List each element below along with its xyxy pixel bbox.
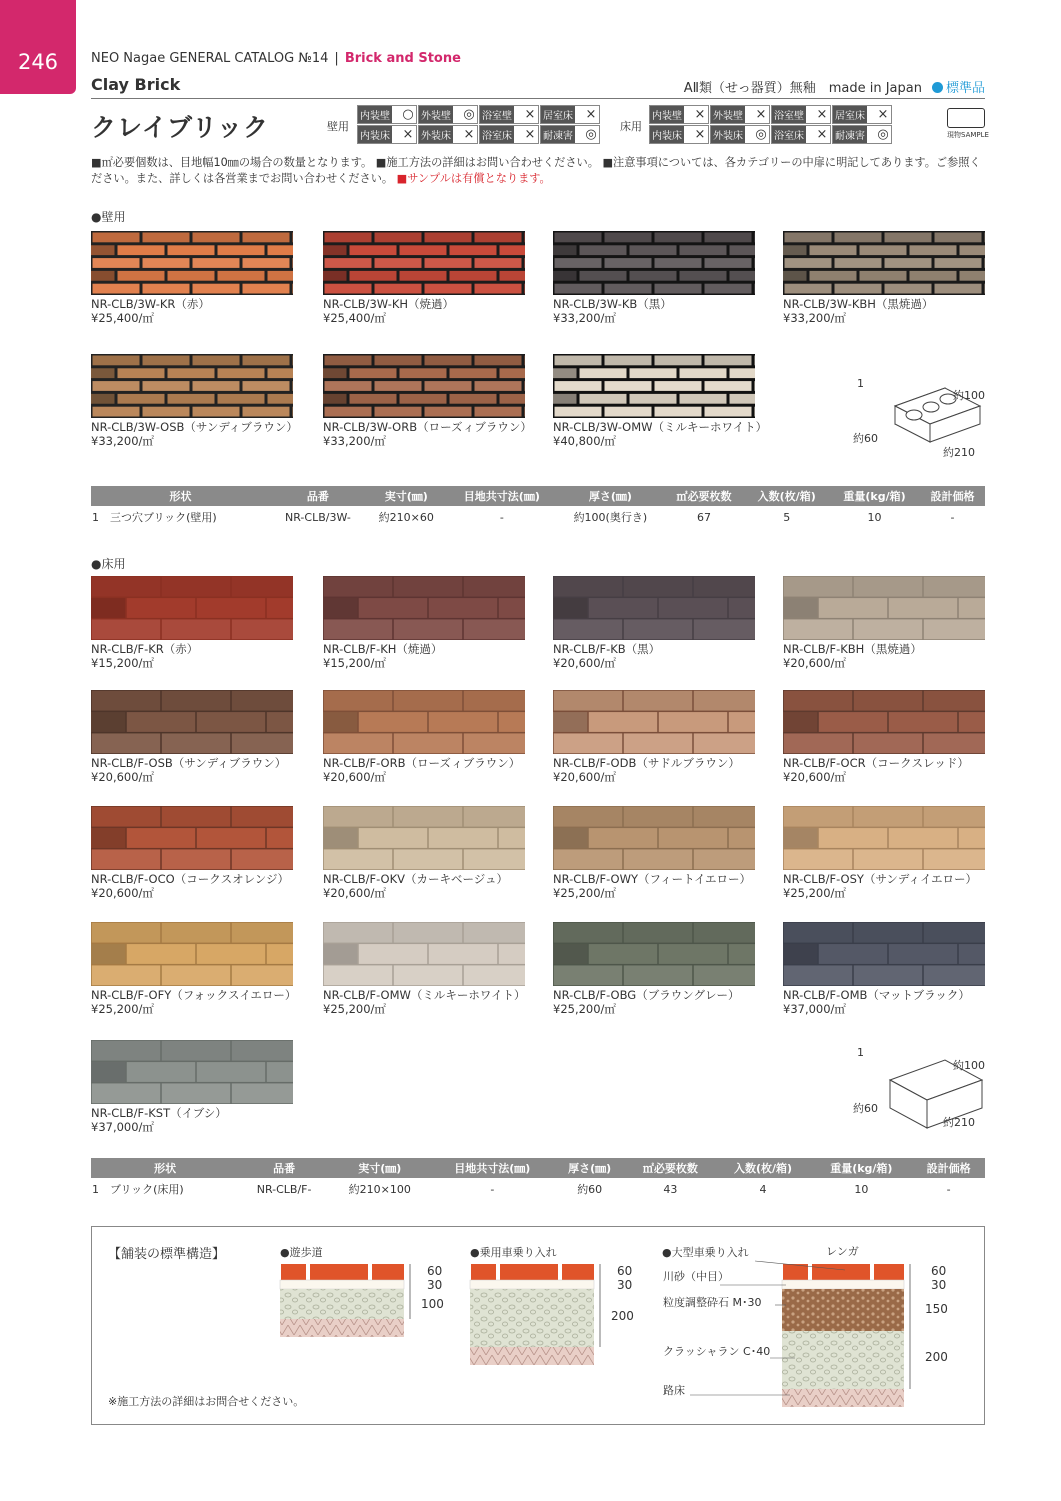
product-price: ¥20,600/㎡ (553, 770, 616, 784)
usage-cell-label: 内装壁 (650, 106, 684, 123)
usage-cell-label: 外装床 (419, 126, 453, 143)
product-caption (783, 297, 933, 325)
product-caption (553, 872, 751, 900)
catalog-name: NEO Nagae GENERAL CATALOG №14 (91, 51, 329, 66)
usage-mark-icon: × (816, 127, 828, 142)
case2-sand-layer (470, 1280, 594, 1289)
usage-cell-label: 浴室床 (772, 126, 806, 143)
label-subgrade: 路床 (663, 1384, 685, 1397)
usage-mark-icon: × (877, 107, 889, 122)
table-header-cell: 厚さ(㎜) (557, 486, 664, 506)
usage-cell-label: 浴室壁 (772, 106, 806, 123)
product-price: ¥25,200/㎡ (323, 1002, 386, 1016)
notes-red: ■サンプルは有償となります。 (396, 172, 551, 185)
usage-mark-icon: × (524, 127, 536, 142)
case2-subgrade-layer (470, 1347, 594, 1365)
floor-brick-number: 1 (857, 1046, 864, 1059)
product-code: NR-CLB/F-ORB（ローズィブラウン） (323, 756, 521, 770)
case1-brick (281, 1264, 306, 1280)
floor-brick-dim-depth: 約100 (953, 1059, 985, 1072)
table-header-cell: 目地共寸法(㎜) (447, 486, 557, 506)
table-cell: 1 ブリック(床用) (92, 1183, 184, 1196)
product-caption (91, 872, 289, 900)
product-code: NR-CLB/3W-OMW（ミルキーホワイト） (553, 420, 768, 434)
wall-usage-cell (540, 105, 600, 124)
product-caption (783, 642, 922, 670)
paving-case-2-diagram (470, 1264, 600, 1365)
product-price: ¥37,000/㎡ (783, 1002, 846, 1016)
table-cell: 10 (854, 1182, 869, 1196)
usage-cell-label: 居室床 (833, 106, 867, 123)
brick-swatch (783, 806, 985, 870)
floor-usage-cell (649, 105, 709, 124)
usage-mark-icon: × (755, 107, 767, 122)
paving-case-1-diagram (280, 1264, 410, 1337)
floor-brick-dim-height: 約60 (853, 1102, 878, 1115)
table-header-cell: 品番 (239, 1158, 329, 1178)
paving-case-1-title: ●遊歩道 (280, 1246, 323, 1259)
product-code: NR-CLB/3W-KH（焼過） (323, 297, 455, 311)
usage-mark-icon: × (585, 107, 597, 122)
floor-spec-table (91, 1158, 985, 1200)
table-cell: 約210×100 (348, 1183, 411, 1196)
product-caption (553, 988, 739, 1016)
usage-cell-label: 内装床 (358, 126, 392, 143)
product-code: NR-CLB/F-KR（赤） (91, 642, 199, 656)
product-code: NR-CLB/F-KH（焼過） (323, 642, 443, 656)
table-cell: 4 (759, 1182, 767, 1196)
product-caption (91, 756, 286, 784)
catalog-header (91, 51, 461, 66)
product-code: NR-CLB/F-OSY（サンディイエロー） (783, 872, 977, 886)
case2-dim-200: 200 (611, 1309, 634, 1323)
standard-dot-icon (932, 82, 943, 93)
product-caption (323, 756, 520, 784)
case3-dim-60: 60 (931, 1264, 947, 1278)
product-price: ¥20,600/㎡ (91, 886, 154, 900)
product-caption (91, 642, 198, 670)
product-caption (91, 420, 298, 448)
wall-brick-dim-height: 約60 (853, 432, 878, 445)
product-caption (91, 988, 296, 1016)
product-caption (783, 872, 977, 900)
usage-cell-label: 居室床 (541, 106, 575, 123)
table-cell: 67 (697, 510, 712, 524)
usage-cell-label: 浴室壁 (480, 106, 514, 123)
brick-swatch (91, 1040, 293, 1104)
product-price: ¥33,200/㎡ (91, 434, 154, 448)
product-code: NR-CLB/F-OCR（コークスレッド） (783, 756, 969, 770)
paving-note: ※施工方法の詳細はお問合せください。 (108, 1395, 305, 1408)
paving-case-3-title: ●大型車乗り入れ (662, 1246, 749, 1259)
table-header-cell: 実寸(㎜) (329, 1158, 431, 1178)
table-cell: NR-CLB/3W- (285, 510, 351, 524)
brick-swatch (91, 354, 293, 418)
wall-usage-cell (357, 105, 417, 124)
product-code: NR-CLB/F-OCO（コークスオレンジ） (91, 872, 290, 886)
brick-swatch (553, 231, 755, 295)
brick-swatch (91, 576, 293, 640)
brick-swatch (553, 922, 755, 986)
product-price: ¥33,200/㎡ (553, 311, 616, 325)
label-brick: レンガ (826, 1245, 859, 1258)
product-code: NR-CLB/3W-KR（赤） (91, 297, 210, 311)
case3-brick (812, 1264, 870, 1280)
wall-usage-cell (479, 105, 539, 124)
table-header-cell: 形状 (91, 486, 270, 506)
product-caption (323, 642, 442, 670)
product-price: ¥25,200/㎡ (553, 886, 616, 900)
case1-brick (310, 1264, 368, 1280)
usage-mark-icon: ◎ (585, 127, 597, 142)
usage-cell-label: 内装壁 (358, 106, 392, 123)
product-code: NR-CLB/F-OBG（ブラウングレー） (553, 988, 740, 1002)
product-caption (323, 420, 532, 448)
case1-gravel-layer (280, 1289, 404, 1319)
product-price: ¥15,200/㎡ (323, 656, 386, 670)
table-header-cell: 入数(枚/箱) (715, 1158, 810, 1178)
wall-usage-cell (357, 125, 417, 144)
table-header-cell: ㎡必要枚数 (664, 486, 745, 506)
floor-usage-cell (832, 105, 892, 124)
case3-dim-150: 150 (925, 1302, 948, 1316)
brick-swatch (783, 576, 985, 640)
floor-brick-dim-length: 約210 (943, 1116, 975, 1129)
product-caption (783, 988, 970, 1016)
product-price: ¥20,600/㎡ (323, 886, 386, 900)
product-code: NR-CLB/F-KB（黒） (553, 642, 661, 656)
notes-text: ■㎡必要個数は、目地幅10㎜の場合の数量となります。 ■施工方法の詳細はお問い合わせください。 ■注意事項については、各カテゴリーの中扉に明記してあります。ご参照ください。また、詳しくは各営業までお問い合わせください。 (91, 156, 981, 185)
page-number: 246 (17, 50, 59, 74)
table-header-cell: 厚さ(㎜) (554, 1158, 625, 1178)
case3-dim-200: 200 (925, 1350, 948, 1364)
classification-line (684, 77, 985, 96)
case1-brick (372, 1264, 404, 1280)
product-price: ¥20,600/㎡ (91, 770, 154, 784)
table-cell: - (946, 1182, 951, 1196)
product-price: ¥15,200/㎡ (91, 656, 154, 670)
wall-usage-grid (357, 105, 600, 144)
header-rule (91, 98, 985, 99)
product-caption (91, 297, 210, 325)
case2-gravel-layer (470, 1289, 594, 1347)
case2-brick (471, 1264, 496, 1280)
brick-swatch (553, 576, 755, 640)
brick-swatch (91, 231, 293, 295)
table-cell: - (499, 510, 504, 524)
paving-title: 【舗装の標準構造】 (108, 1247, 226, 1262)
product-code: NR-CLB/F-OWY（フィートイエロー） (553, 872, 752, 886)
usage-mark-icon: × (694, 107, 706, 122)
usage-mark-icon: × (463, 127, 475, 142)
product-price: ¥25,200/㎡ (91, 1002, 154, 1016)
product-code: NR-CLB/F-ODB（サドルブラウン） (553, 756, 740, 770)
floor-usage-cell (832, 125, 892, 144)
product-code: NR-CLB/F-OMW（ミルキーホワイト） (323, 988, 526, 1002)
table-header-cell: 重量(kg/箱) (829, 486, 920, 506)
product-code: NR-CLB/F-OSB（サンディブラウン） (91, 756, 287, 770)
japanese-title: クレイブリック (91, 113, 270, 142)
brick-swatch (783, 922, 985, 986)
brick-swatch (783, 690, 985, 754)
product-price: ¥33,200/㎡ (323, 434, 386, 448)
case2-brick (500, 1264, 558, 1280)
usage-mark-icon: ◎ (463, 107, 475, 122)
table-cell: 約100(奥行き) (573, 511, 648, 524)
floor-section-title: ●床用 (91, 557, 126, 571)
table-header-cell: 設計価格 (912, 1158, 985, 1178)
table-cell: - (950, 510, 955, 524)
wall-usage-label: 壁用 (327, 120, 349, 133)
table-header-cell: 品番 (270, 486, 366, 506)
brick-swatch (323, 354, 525, 418)
floor-usage-cell (710, 105, 770, 124)
product-caption (553, 420, 767, 448)
case2-dim-30: 30 (617, 1278, 633, 1292)
product-caption (553, 642, 660, 670)
case3-brick (874, 1264, 904, 1280)
floor-table-row (91, 1178, 985, 1200)
product-caption (323, 297, 454, 325)
product-caption (91, 1106, 227, 1134)
usage-cell-label: 浴室床 (480, 126, 514, 143)
english-title: Clay Brick (91, 75, 181, 94)
case3-crusher-run-layer (782, 1331, 904, 1389)
product-price: ¥25,200/㎡ (553, 1002, 616, 1016)
product-caption (783, 756, 969, 784)
brick-swatch (553, 690, 755, 754)
sample-label: 現物SAMPLE (947, 131, 989, 139)
product-caption (553, 756, 740, 784)
wall-spec-table (91, 486, 985, 528)
brick-swatch (323, 690, 525, 754)
case3-dim-30: 30 (931, 1278, 947, 1292)
sample-box-icon (947, 108, 985, 128)
usage-cell-label: 外装壁 (711, 106, 745, 123)
usage-mark-icon: × (402, 127, 414, 142)
case3-graded-gravel-layer (782, 1289, 904, 1331)
usage-mark-icon: × (816, 107, 828, 122)
usage-cell-label: 耐凍害 (541, 126, 575, 143)
hole-2 (923, 402, 939, 412)
case3-brick (783, 1264, 808, 1280)
table-cell: 10 (867, 510, 882, 524)
table-cell: 43 (663, 1182, 678, 1196)
page-number-tab (0, 0, 76, 94)
product-price: ¥25,200/㎡ (783, 886, 846, 900)
table-header-cell: 実寸(㎜) (366, 486, 447, 506)
product-price: ¥20,600/㎡ (783, 770, 846, 784)
product-price: ¥33,200/㎡ (783, 311, 846, 325)
usage-mark-icon: ◎ (877, 127, 889, 142)
product-price: ¥25,400/㎡ (323, 311, 386, 325)
table-header-cell: 目地共寸法(㎜) (431, 1158, 554, 1178)
product-code: NR-CLB/3W-ORB（ローズィブラウン） (323, 420, 532, 434)
standard-label: 標準品 (945, 81, 985, 96)
floor-usage-label: 床用 (620, 120, 642, 133)
label-crusher: クラッシャラン C･40 (663, 1345, 771, 1358)
floor-usage-cell (710, 125, 770, 144)
wall-usage-cell (418, 105, 478, 124)
floor-table-header (91, 1158, 985, 1178)
usage-mark-icon: ◎ (755, 127, 767, 142)
wall-usage-cell (418, 125, 478, 144)
floor-usage-cell (771, 125, 831, 144)
notes (91, 155, 986, 187)
usage-cell-label: 外装壁 (419, 106, 453, 123)
usage-mark-icon: × (694, 127, 706, 142)
product-price: ¥25,400/㎡ (91, 311, 154, 325)
classification-text: AⅡ類（せっ器質）無釉 made in Japan (683, 81, 922, 96)
table-cell: 約60 (577, 1183, 603, 1196)
brick-swatch (91, 806, 293, 870)
table-cell: NR-CLB/F- (256, 1182, 312, 1196)
table-header-cell: ㎡必要枚数 (625, 1158, 715, 1178)
brick-swatch (91, 922, 293, 986)
case2-dim-60: 60 (617, 1264, 633, 1278)
wall-usage-cell (479, 125, 539, 144)
product-code: NR-CLB/3W-KBH（黒焼過） (783, 297, 934, 311)
brick-swatch (91, 690, 293, 754)
brick-swatch (553, 806, 755, 870)
case3-sand-layer (782, 1280, 904, 1289)
paving-case-2-title: ●乗用車乗り入れ (470, 1246, 557, 1259)
product-code: NR-CLB/F-OFY（フォックスイエロー） (91, 988, 297, 1002)
product-price: ¥20,600/㎡ (783, 656, 846, 670)
header-separator: | (334, 51, 339, 66)
usage-mark-icon: ○ (402, 107, 414, 122)
product-caption (323, 872, 508, 900)
brick-swatch (323, 231, 525, 295)
product-price: ¥37,000/㎡ (91, 1120, 154, 1134)
product-code: NR-CLB/3W-OSB（サンディブラウン） (91, 420, 298, 434)
table-header-cell: 重量(kg/箱) (811, 1158, 913, 1178)
product-price: ¥40,800/㎡ (553, 434, 616, 448)
product-price: ¥20,600/㎡ (553, 656, 616, 670)
brick-swatch (783, 231, 985, 295)
wall-brick-dim-depth: 約100 (953, 389, 985, 402)
wall-table-row (91, 506, 985, 528)
table-cell: 1 三つ穴ブリック(壁用) (92, 511, 217, 524)
table-header-cell: 形状 (91, 1158, 239, 1178)
usage-mark-icon: × (524, 107, 536, 122)
usage-cell-label: 耐凍害 (833, 126, 867, 143)
wall-section-title: ●壁用 (91, 210, 126, 224)
product-code: NR-CLB/F-KST（イブシ） (91, 1106, 227, 1120)
brick-swatch (323, 806, 525, 870)
case1-dim-100: 100 (421, 1297, 444, 1311)
case2-brick (562, 1264, 594, 1280)
brick-swatch (323, 922, 525, 986)
product-code: NR-CLB/F-OKV（カーキベージュ） (323, 872, 509, 886)
brick-swatch (553, 354, 755, 418)
brick-swatch (323, 576, 525, 640)
label-sand: 川砂（中目） (663, 1270, 729, 1283)
usage-cell-label: 外装床 (711, 126, 745, 143)
table-cell: 約210×60 (378, 511, 434, 524)
table-cell: - (490, 1182, 495, 1196)
floor-usage-cell (771, 105, 831, 124)
usage-cell-label: 内装床 (650, 126, 684, 143)
floor-usage-grid (649, 105, 892, 144)
hole-1 (906, 410, 922, 420)
table-header-cell: 設計価格 (920, 486, 985, 506)
case1-dim-30: 30 (427, 1278, 443, 1292)
case1-sand-layer (280, 1280, 404, 1289)
case1-subgrade-layer (280, 1319, 404, 1337)
product-caption (323, 988, 526, 1016)
case3-subgrade-layer (782, 1389, 904, 1407)
label-gravel: 粒度調整砕石 M･30 (663, 1296, 762, 1309)
product-code: NR-CLB/3W-KB（黒） (553, 297, 672, 311)
wall-table-header (91, 486, 985, 506)
product-code: NR-CLB/F-KBH（黒焼過） (783, 642, 922, 656)
case1-dim-60: 60 (427, 1264, 443, 1278)
floor-usage-cell (649, 125, 709, 144)
table-cell: 5 (783, 510, 791, 524)
table-header-cell: 入数(枚/箱) (744, 486, 829, 506)
product-price: ¥20,600/㎡ (323, 770, 386, 784)
wall-brick-number: 1 (857, 377, 864, 390)
wall-usage-cell (540, 125, 600, 144)
product-caption (553, 297, 672, 325)
product-code: NR-CLB/F-OMB（マットブラック） (783, 988, 970, 1002)
section-name: Brick and Stone (344, 51, 461, 66)
wall-brick-dim-length: 約210 (943, 446, 975, 459)
